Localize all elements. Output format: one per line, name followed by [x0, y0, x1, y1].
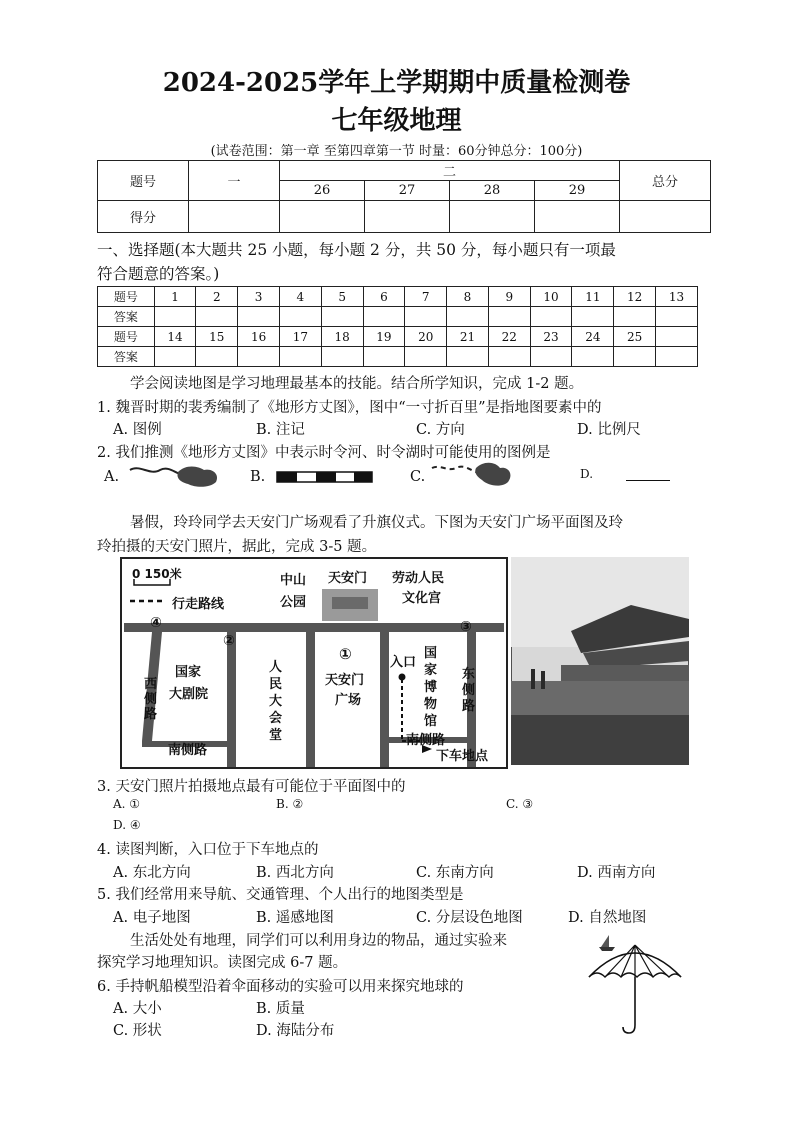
q4-option-a[interactable]: A. 东北方向 — [113, 865, 191, 881]
map-museum: 国家博物馆 — [424, 646, 438, 729]
answer-row — [98, 307, 698, 327]
question-number-cell: 19 — [363, 327, 405, 347]
question-number-cell: 20 — [405, 327, 447, 347]
question-number-cell: 3 — [238, 287, 280, 307]
map-xiache: 下车地点 — [436, 749, 489, 764]
map-rukou: 入口 — [390, 655, 417, 670]
map-marker-1: ① — [339, 645, 352, 663]
score-subcol: 27 — [365, 181, 450, 201]
score-cell[interactable] — [365, 201, 450, 233]
answer-cell[interactable] — [405, 307, 447, 327]
intro-3-5-line2: 玲拍摄的天安门照片，据此，完成 3-5 题。 — [97, 539, 377, 555]
answer-cell[interactable] — [279, 307, 321, 327]
question-number-cell: 23 — [530, 327, 572, 347]
map-xi-celu: 西侧路 — [144, 677, 158, 722]
score-subcol: 26 — [280, 181, 365, 201]
question-number-cell: 16 — [238, 327, 280, 347]
answer-cell[interactable] — [321, 307, 363, 327]
answer-cell[interactable] — [447, 307, 489, 327]
question-number-cell — [656, 327, 698, 347]
q5-stem: 5. 我们经常用来导航、交通管理、个人出行的地图类型是 — [97, 887, 464, 903]
map-marker-4: ④ — [150, 615, 162, 631]
map-nan-celu-right: 南侧路 — [406, 733, 446, 748]
answer-cell[interactable] — [238, 307, 280, 327]
q4-option-c[interactable]: C. 东南方向 — [416, 865, 494, 881]
question-number-row — [98, 287, 698, 307]
section1-heading-line1: 一、选择题(本大题共 25 小题，每小题 2 分，共 50 分，每小题只有一项最 — [97, 241, 616, 259]
question-number-cell: 10 — [530, 287, 572, 307]
q6-option-d[interactable]: D. 海陆分布 — [256, 1023, 335, 1039]
score-cell[interactable] — [620, 201, 711, 233]
question-number-cell: 4 — [279, 287, 321, 307]
answer-cell[interactable] — [154, 347, 196, 367]
question-row-label: 题号 — [98, 327, 155, 347]
question-number-row — [98, 327, 698, 347]
map-juyuan-1: 国家 — [175, 665, 202, 680]
map-square-1: 天安门 — [325, 673, 365, 688]
q2-legend-c-seasonal-river-lake — [430, 460, 515, 490]
map-nan-celu-left: 南侧路 — [168, 743, 208, 758]
question-number-cell: 11 — [572, 287, 614, 307]
map-marker-3: ③ — [460, 619, 472, 635]
answer-cell[interactable] — [488, 347, 530, 367]
q2-legend-a-river-lake — [128, 462, 223, 490]
q5-option-c[interactable]: C. 分层设色地图 — [416, 910, 523, 926]
question-number-cell: 5 — [321, 287, 363, 307]
question-number-cell: 24 — [572, 327, 614, 347]
q5-option-a[interactable]: A. 电子地图 — [113, 910, 191, 926]
q3-option-c[interactable]: C. ③ — [506, 797, 534, 811]
question-row-label: 题号 — [98, 287, 155, 307]
answer-cell[interactable] — [656, 347, 698, 367]
q3-stem: 3. 天安门照片拍摄地点最有可能位于平面图中的 — [97, 779, 406, 795]
intro-3-5-line1: 暑假，玲玲同学去天安门广场观看了升旗仪式。下图为天安门广场平面图及玲 — [130, 515, 623, 531]
q5-option-d[interactable]: D. 自然地图 — [568, 910, 647, 926]
score-subcol: 29 — [535, 181, 620, 201]
question-number-cell: 12 — [614, 287, 656, 307]
score-cell[interactable] — [280, 201, 365, 233]
map-zhongshan-2: 公园 — [280, 595, 307, 610]
q4-option-b[interactable]: B. 西北方向 — [256, 865, 334, 881]
q1-option-b[interactable]: B. 注记 — [256, 422, 305, 438]
question-number-cell: 2 — [196, 287, 238, 307]
exam-subtitle: 七年级地理 — [331, 106, 462, 136]
question-number-cell: 15 — [196, 327, 238, 347]
answer-cell[interactable] — [488, 307, 530, 327]
question-number-cell: 13 — [656, 287, 698, 307]
q3-option-b[interactable]: B. ② — [276, 797, 304, 811]
question-number-cell: 9 — [488, 287, 530, 307]
answer-table — [97, 286, 698, 367]
q6-option-c[interactable]: C. 形状 — [113, 1023, 162, 1039]
answer-cell[interactable] — [363, 307, 405, 327]
q2-option-d[interactable]: D. — [580, 467, 594, 481]
q1-option-a[interactable]: A. 图例 — [113, 422, 162, 438]
score-subcol: 28 — [450, 181, 535, 201]
map-route-legend: 行走路线 — [172, 597, 225, 612]
q1-option-d[interactable]: D. 比例尺 — [577, 422, 641, 438]
question-number-cell: 22 — [488, 327, 530, 347]
question-number-cell: 14 — [154, 327, 196, 347]
q2-option-c[interactable]: C. — [410, 469, 426, 485]
map-square-2: 广场 — [335, 693, 362, 708]
score-header-yi: 一 — [189, 161, 280, 201]
score-cell[interactable] — [535, 201, 620, 233]
answer-cell[interactable] — [238, 347, 280, 367]
q4-stem: 4. 读图判断，入口位于下车地点的 — [97, 842, 319, 858]
q1-option-c[interactable]: C. 方向 — [416, 422, 465, 438]
question-number-cell: 25 — [614, 327, 656, 347]
answer-row-label: 答案 — [98, 347, 155, 367]
intro-1-2: 学会阅读地图是学习地理最基本的技能。结合所学知识，完成 1-2 题。 — [130, 376, 584, 392]
answer-row-label: 答案 — [98, 307, 155, 327]
q6-option-b[interactable]: B. 质量 — [256, 1001, 305, 1017]
answer-cell[interactable] — [530, 347, 572, 367]
umbrella-icon — [585, 925, 685, 1040]
question-number-cell: 7 — [405, 287, 447, 307]
q5-option-b[interactable]: B. 遥感地图 — [256, 910, 334, 926]
score-table — [97, 160, 711, 233]
map-tiananmen-label: 天安门 — [328, 571, 368, 586]
section1-heading-line2: 符合题意的答案。) — [97, 265, 220, 283]
map-scale-label: 0 150米 — [132, 567, 182, 581]
answer-cell[interactable] — [405, 347, 447, 367]
answer-cell[interactable] — [196, 307, 238, 327]
answer-cell[interactable] — [321, 347, 363, 367]
map-laodong-2: 文化宫 — [402, 591, 442, 606]
score-header-total: 总分 — [620, 161, 711, 201]
q4-option-d[interactable]: D. 西南方向 — [577, 865, 656, 881]
exam-title: 2024-2025学年上学期期中质量检测卷 — [162, 68, 631, 98]
q2-option-a[interactable]: A. — [104, 469, 120, 485]
question-number-cell: 21 — [447, 327, 489, 347]
answer-row — [98, 347, 698, 367]
answer-cell[interactable] — [447, 347, 489, 367]
score-header-er: 二 — [280, 161, 620, 181]
map-laodong-1: 劳动人民 — [392, 571, 445, 586]
q2-legend-b-railway — [276, 470, 374, 484]
answer-cell[interactable] — [196, 347, 238, 367]
map-zhongshan-1: 中山 — [280, 573, 307, 588]
score-row-defen: 得分 — [98, 201, 189, 233]
q2-option-b[interactable]: B. — [250, 469, 266, 485]
answer-cell[interactable] — [154, 307, 196, 327]
map-renmin-dahuitang: 人民大会堂 — [269, 660, 283, 743]
answer-cell[interactable] — [279, 347, 321, 367]
answer-cell[interactable] — [614, 307, 656, 327]
tiananmen-map — [120, 557, 508, 769]
q3-option-a[interactable]: A. ① — [113, 797, 141, 811]
score-header-tihao: 题号 — [98, 161, 189, 201]
answer-cell[interactable] — [614, 347, 656, 367]
answer-cell[interactable] — [363, 347, 405, 367]
q6-option-a[interactable]: A. 大小 — [113, 1001, 162, 1017]
score-cell[interactable] — [450, 201, 535, 233]
q1-stem: 1. 魏晋时期的裴秀编制了《地形方丈图》，图中“一寸折百里”是指地图要素中的 — [97, 400, 602, 416]
answer-cell[interactable] — [572, 347, 614, 367]
question-number-cell: 6 — [363, 287, 405, 307]
map-marker-2: ② — [223, 633, 235, 649]
question-number-cell: 17 — [279, 327, 321, 347]
answer-cell[interactable] — [656, 307, 698, 327]
answer-cell[interactable] — [572, 307, 614, 327]
answer-cell[interactable] — [530, 307, 572, 327]
question-number-cell: 1 — [154, 287, 196, 307]
q3-option-d[interactable]: D. ④ — [113, 818, 141, 832]
q6-stem: 6. 手持帆船模型沿着伞面移动的实验可以用来探究地球的 — [97, 979, 464, 995]
map-dong-celu: 东侧路 — [462, 667, 476, 714]
exam-info: (试卷范围：第一章 至第四章第一节 时量：60分钟总分：100分) — [210, 144, 583, 159]
intro-6-7-line2: 探究学习地理知识。读图完成 6-7 题。 — [97, 955, 348, 971]
question-number-cell: 8 — [447, 287, 489, 307]
q2-legend-d-line — [626, 480, 670, 481]
tiananmen-photo — [511, 557, 689, 765]
map-juyuan-2: 大剧院 — [169, 687, 209, 702]
question-number-cell: 18 — [321, 327, 363, 347]
intro-6-7-line1: 生活处处有地理，同学们可以利用身边的物品，通过实验来 — [130, 933, 507, 949]
q2-stem: 2. 我们推测《地形方丈图》中表示时令河、时令湖时可能使用的图例是 — [97, 445, 551, 461]
score-cell[interactable] — [189, 201, 280, 233]
